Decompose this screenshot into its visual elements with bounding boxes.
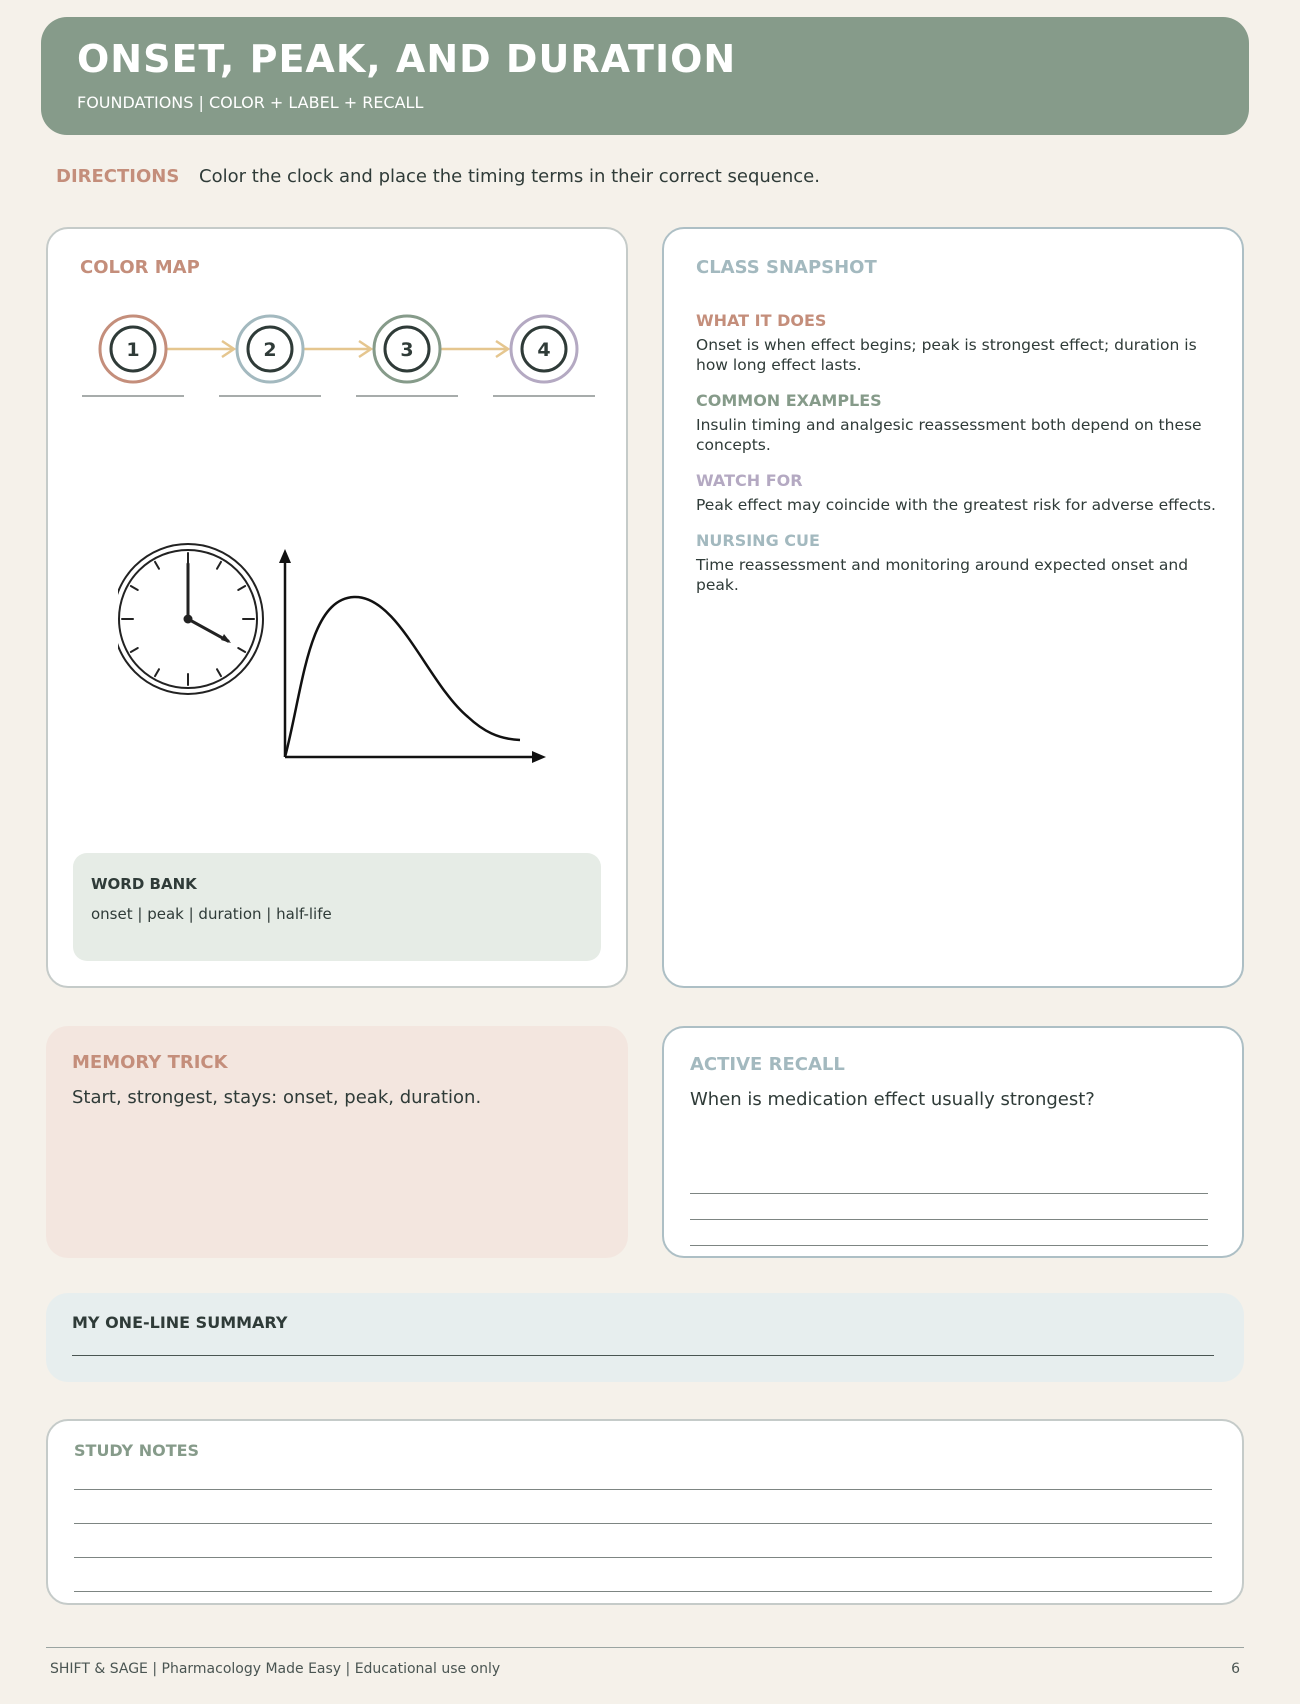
active-recall-card [662,1026,1244,1258]
section-text: Onset is when effect begins; peak is strongest effect; duration is how long effect lasts. [696,336,1197,374]
directions-text: Color the clock and place the timing terms in their correct sequence. [199,166,820,187]
page-number: 6 [1231,1661,1240,1677]
step-number: 4 [537,339,551,361]
word-bank-words: onset | peak | duration | half-life [91,905,332,923]
snapshot-section [696,471,1216,515]
drug-concentration-curve-icon[interactable] [279,549,546,763]
word-bank [73,853,601,961]
memory-trick-title: MEMORY TRICK [72,1052,228,1073]
class-snapshot-card [662,227,1244,988]
step-number: 3 [400,339,414,361]
summary-title: MY ONE-LINE SUMMARY [72,1313,288,1332]
study-notes-card [46,1419,1244,1605]
notes-lines[interactable] [74,1489,1212,1625]
footer-divider [46,1647,1244,1648]
snapshot-sections [696,311,1216,611]
notes-line[interactable] [74,1591,1212,1625]
snapshot-section [696,531,1216,595]
footer-text: SHIFT & SAGE | Pharmacology Made Easy | Educational use only [50,1661,501,1677]
section-title: WATCH FOR [696,471,803,490]
directions [56,166,820,187]
section-title: COMMON EXAMPLES [696,391,882,410]
summary-line[interactable] [72,1355,1214,1356]
page-title: ONSET, PEAK, AND DURATION [77,37,737,81]
active-recall-question: When is medication effect usually strongest? [690,1089,1095,1110]
step-arrows [166,341,508,357]
notes-line[interactable] [74,1489,1212,1523]
timing-figure [118,519,578,779]
section-text: Insulin timing and analgesic reassessment both depend on these concepts. [696,416,1202,454]
memory-trick-text: Start, strongest, stays: onset, peak, duration. [72,1087,482,1108]
step-number: 1 [126,339,140,361]
page-subtitle: FOUNDATIONS | COLOR + LABEL + RECALL [77,92,424,112]
class-snapshot-title: CLASS SNAPSHOT [696,257,877,278]
color-map-title: COLOR MAP [80,257,200,278]
memory-trick-card [46,1026,628,1258]
answer-lines[interactable] [690,1193,1208,1271]
one-line-summary-card [46,1293,1244,1382]
notes-line[interactable] [74,1557,1212,1591]
step-circles [82,316,595,396]
directions-label: DIRECTIONS [56,166,180,187]
color-map-steps [48,229,628,399]
clock-icon[interactable] [118,544,263,694]
word-bank-title: WORD BANK [91,875,197,893]
section-title: WHAT IT DOES [696,311,827,330]
color-map-card [46,227,628,988]
section-text: Time reassessment and monitoring around expected onset and peak. [696,556,1189,594]
snapshot-section [696,311,1216,375]
snapshot-section [696,391,1216,455]
notes-line[interactable] [74,1523,1212,1557]
section-title: NURSING CUE [696,531,820,550]
answer-line[interactable] [690,1193,1208,1219]
page-header [41,17,1249,135]
active-recall-title: ACTIVE RECALL [690,1054,845,1075]
study-notes-title: STUDY NOTES [74,1441,200,1460]
step-number: 2 [263,339,277,361]
answer-line[interactable] [690,1245,1208,1271]
section-text: Peak effect may coincide with the greatest risk for adverse effects. [696,496,1216,514]
answer-line[interactable] [690,1219,1208,1245]
